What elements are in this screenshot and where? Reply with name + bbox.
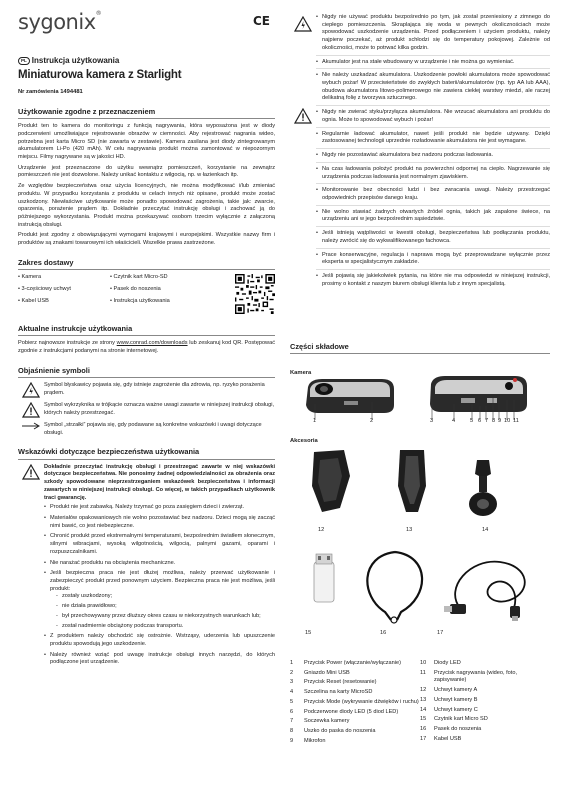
- callout-number: 14: [482, 527, 489, 533]
- list-item: 10 Diody LED: [420, 660, 461, 666]
- callout-number: 13: [406, 527, 413, 533]
- list-item: - był przechowywany przez dłuższy okres czasu w niekorzystnych warunkach lub;: [56, 613, 275, 621]
- safety-heading: Wskazówki dotyczące bezpieczeństwa użytkowania: [18, 447, 275, 459]
- list-item: • Prace konserwacyjne, regulacja i naprawa mogą być przeprowadzane wyłącznie przez eksperta w specjalistycznym zakładzie.: [316, 252, 550, 270]
- list-item: • Czytnik kart Micro-SD: [110, 274, 220, 282]
- callout-number: 15: [305, 630, 312, 636]
- parts-list-right: [420, 660, 545, 747]
- language-badge: PL: [18, 57, 30, 65]
- list-item: 1 Przycisk Power (włączanie/wyłączanie): [290, 660, 401, 666]
- usb-cable-image: [440, 548, 540, 628]
- parts-heading: Części składowe: [290, 342, 550, 354]
- download-link[interactable]: www.conrad.com/downloads: [116, 340, 188, 347]
- list-item: • Jeśli istnieją wątpliwości w kwestii obsługi, bezpieczeństwa lub podłączania produktu, należy zwrócić się do wykwalifikowanego fachowca.: [316, 230, 550, 248]
- intended-use-p2: Urządzenie jest przeznaczone do użytku wewnątrz pomieszczeń, korzystanie na zewnątrz pomieszczeń nie jest dozwolone. Należy unikać kontaktu z wilgocią, np. w łazienkach itp.: [18, 164, 275, 179]
- list-item: 2 Gniazdo Mini USB: [290, 669, 350, 676]
- list-item: 8 Uszko do paska do noszenia: [290, 728, 376, 735]
- list-item: • Instrukcja użytkowania: [110, 298, 220, 306]
- right-column: [290, 14, 550, 293]
- list-item: • Należy również wziąć pod uwagę instrukcje obsługi innych narzędzi, do których podłączone jest urządzenie.: [44, 652, 275, 667]
- list-item: 12 Uchwyt kamery A: [420, 687, 478, 694]
- list-item: - został nadmiernie obciążony podczas transportu.: [56, 623, 275, 631]
- callout-number: 3: [430, 418, 434, 424]
- lightning-warning-icon: [294, 16, 312, 36]
- intended-use-p3: Ze względów bezpieczeństwa oraz użycia licencyjnych, nie można modyfikować i/lub zmieniać produktu. W przypadku korzystania z produktu w celach innych niż opisane, produkt może zostać uszkodzony. Niewłaściwe użytkowanie może ponadto spowodować zagrożenia, takie jak: zwarcie, oparzenia, porażenie prądem itp. Dokładnie przeczytać instrukcję obsługi i zachować ją do późniejszego wykorzystania. Produkt można przekazywać osobom trzecim wyłącznie z załączoną instrukcją obsługi.: [18, 183, 275, 228]
- list-item: • Materiałów opakowaniowych nie wolno pozostawiać bez nadzoru. Dzieci mogą się zacząć nimi bawić, co jest niebezpieczne.: [44, 515, 275, 530]
- exclamation-warning-icon: [18, 464, 44, 503]
- list-item: • Jeśli bezpieczna praca nie jest dłużej możliwa, należy przerwać użytkowanie i zabezpieczyć produkt przed ponownym użyciem. Bezpieczna praca nie jest możliwa, jeśli produkt: - zostały uszkodzony; - nie działa prawidłowo; - był przechowywany przez dłuższy okres czasu w niekorzystnych warunkach lub; - został nadmiernie obciążony podczas transportu.: [44, 570, 275, 630]
- list-item: 14 Uchwyt kamery C: [420, 706, 478, 713]
- list-item: • Nie należy uszkadzać akumulatora. Uszkodzenie powłoki akumulatora może spowodować wybuch pożar! W przeciwieństwie do zwykłych baterii/akumulatorów (np. typ AA lub AAA), obudowa akumulatora litowo-polimerowego nie zawiera ciekłej warstwy miedzi, ale raczej delikatną folię z tworzywa sztucznego.: [316, 72, 550, 106]
- callout-number: 17: [437, 630, 444, 636]
- callout-number: 11: [513, 418, 519, 424]
- list-item: • Chronić produkt przed ekstremalnymi temperaturami, bezpośrednim światłem słonecznym, silnymi wibracjami, wysoką wilgotnością, wilgocią, palnymi gazami, oparami i rozpuszczalnikami.: [44, 533, 275, 556]
- list-item: - zostały uszkodzony;: [56, 593, 275, 601]
- intended-use-p1: Produkt ten to kamera do monitoringu z funkcją nagrywania, która wyposażona jest w diody podczerwieni umożliwiające rejestrowanie obrazów w ciemności. Aby rejestrować nagrania wideo, potrzebna jest karta Micro SD (nie zawarta w zestawie). Kamera zasilana jest diody zintegrowanym akumulatorem Li-Po (420 mAh). W celu nagrywania produkt można zamontować w niepozornym miejscu. Filmy nagrywane są w jakości HD.: [18, 123, 275, 160]
- list-item: • Nigdy nie używać produktu bezpośrednio po tym, jak został przeniesiony z zimnego do ciepłego pomieszczenia. Skraplająca się woda w pewnych okolicznościach może spowodować uszkodzenie urządzenia. Przed podłączeniem i użyciem produktu, należy najpierw poczekać, aż produkt schłodzi się do temperatury pokojowej. Zależnie od okoliczności, może to potrwać kilka godzin.: [316, 14, 550, 56]
- camera-label: Kamera: [290, 370, 312, 377]
- list-item: • Nigdy nie zwierać styku/przyłącza akumulatora. Nie wrzucać akumulatora ani produktu do ognia. Może to spowodować wybuch i pożar!: [316, 109, 550, 127]
- list-item: • Monitorowanie bez obecności ludzi i bez zwracania uwagi. Należy przestrzegać odpowiednich przepisów danego kraju.: [316, 187, 550, 205]
- list-item: 7 Soczewka kamery: [290, 718, 350, 725]
- callout-number: 2: [370, 418, 374, 424]
- list-item: 5 Przycisk Mode (wykrywanie dźwięków i ruchu): [290, 698, 419, 705]
- symbol-row: Symbol „strzałki” pojawia się, gdy podawane są konkretne wskazówki i uwagi dotyczące obsługi.: [18, 422, 275, 437]
- callout-number: 16: [380, 630, 387, 636]
- parts-list-left: [290, 660, 420, 747]
- list-item: • Nigdy nie pozostawiać akumulatora bez nadzoru podczas ładowania.: [316, 152, 550, 163]
- order-number: Nr zamówienia 1494481: [18, 88, 83, 95]
- safety-list: [44, 504, 275, 667]
- list-item: • Jeśli pojawią się jakiekolwiek pytania, na które nie ma odpowiedzi w niniejszej instrukcji, prosimy o kontakt z naszym biurem obsługi klienta lub z innym specjalistą.: [316, 273, 550, 290]
- list-item: • Akumulator jest na stałe wbudowany w urządzenie i nie można go wymieniać.: [316, 59, 550, 70]
- list-item: • Regularnie ładować akumulator, nawet jeśli produkt nie będzie używany. Dzięki zastosowanej technologii uprzednie rozładowanie akumulatora nie jest wymagane.: [316, 131, 550, 149]
- list-item: • Nie wolno stawiać żadnych otwartych źródeł ognia, takich jak zapalone świece, na urządzeniu ani w jego bezpośrednim sąsiedztwie.: [316, 209, 550, 227]
- holder-b-image: [388, 446, 436, 518]
- list-item: • Produkt nie jest zabawką. Należy trzymać go poza zasięgiem dzieci i zwierząt.: [44, 504, 275, 512]
- callout-number: 6: [478, 418, 482, 424]
- list-item: • Nie narażać produktu na obciążenia mechaniczne.: [44, 560, 275, 568]
- intended-use-p4: Produkt jest zgodny z obowiązującymi wymogami krajowymi i europejskimi. Wszystkie nazwy firm i produktów są znakami towarowymi ich właścicieli. Wszelkie prawa zastrzeżone.: [18, 232, 275, 247]
- accessories-label: Akcesoria: [290, 438, 318, 444]
- list-item: 9 Mikrofon: [290, 737, 326, 744]
- symbols-heading: Objaśnienie symboli: [18, 366, 275, 378]
- brand-logo: sygonix®: [18, 10, 102, 34]
- callout-number: 4: [452, 418, 456, 424]
- callout-number: 10: [504, 418, 511, 424]
- list-item: 3 Przycisk Reset (resetowanie): [290, 679, 377, 686]
- instruction-heading: PL Instrukcja użytkowania: [18, 55, 275, 66]
- safety-intro: Dokładnie przeczytać instrukcję obsługi i przestrzegać zawarte w niej wskazówki dotyczące bezpieczeństwa. Nie ponosimy żadnej odpowiedzialności za obrażenia oraz szkody spowodowane nieprzestrzeganiem wskazówek bezpieczeństwa i informacji zawartych w niniejszej instrukcji obsługi. Co więcej, w takich przypadkach użytkownik traci gwarancję.: [18, 464, 275, 503]
- card-reader-image: [300, 552, 350, 620]
- list-item: • 3-częściowy uchwyt: [18, 286, 110, 294]
- list-item: 11 Przycisk nagrywania (wideo, foto, zapisywanie): [420, 669, 518, 684]
- callout-number: 5: [470, 418, 474, 424]
- list-item: 13 Uchwyt kamery B: [420, 696, 478, 703]
- lightning-warning-icon: [18, 382, 44, 398]
- list-item: - nie działa prawidłowo;: [56, 603, 275, 611]
- list-item: • Kabel USB: [18, 298, 110, 306]
- ce-mark: CE: [253, 14, 271, 28]
- qr-code[interactable]: [235, 274, 275, 314]
- callout-number: 12: [318, 527, 325, 533]
- intended-use-heading: Użytkowanie zgodne z przeznaczeniem: [18, 107, 275, 119]
- right-safety-block: [290, 14, 550, 290]
- battery-safety-list: [316, 14, 550, 290]
- parts-legend: [290, 660, 550, 747]
- symbol-row: Symbol wykrzyknika w trójkącie oznacza ważne uwagi zawarte w niniejszej instrukcji obsługi, których należy przestrzegać.: [18, 402, 275, 418]
- updates-heading: Aktualne instrukcje użytkowania: [18, 324, 275, 336]
- list-item: • Z produktem należy obchodzić się ostrożnie. Wstrząsy, uderzenia lub upuszczenie produktu spowodują jego uszkodzenie.: [44, 633, 275, 648]
- callout-number: 8: [492, 418, 496, 424]
- list-item: 6 Podczerwone diody LED (5 diod LED): [290, 708, 399, 715]
- list-item: 17 Kabel USB: [420, 735, 462, 742]
- page-title: Miniaturowa kamera z Starlight: [18, 69, 182, 82]
- list-item: • Kamera: [18, 274, 110, 282]
- updates-text: Pobierz najnowsze instrukcje ze strony www.conrad.com/downloads lub zeskanuj kod QR. Postępować zgodnie z instrukcjami podanymi na stronie internetowej.: [18, 340, 276, 355]
- list-item: 4 Szczelina na karty MicroSD: [290, 689, 373, 696]
- list-item: 16 Pasek do noszenia: [420, 726, 482, 733]
- list-item: 15 Czytnik kart Micro SD: [420, 716, 488, 723]
- holder-c-image: [463, 456, 503, 520]
- symbol-row: Symbol błyskawicy pojawia się, gdy istnieje zagrożenie dla zdrowia, np. ryzyko porażenia prądem.: [18, 382, 275, 398]
- arrow-icon: [18, 422, 44, 430]
- exclamation-warning-icon: [294, 108, 312, 128]
- callout-number: 9: [498, 418, 502, 424]
- holder-a-image: [300, 446, 360, 518]
- sub-list: [56, 593, 275, 630]
- list-item: • Pasek do noszenia: [110, 286, 220, 294]
- callout-number: 7: [485, 418, 489, 424]
- callout-number: 1: [313, 418, 317, 424]
- left-column: [18, 55, 275, 670]
- exclamation-warning-icon: [18, 402, 44, 418]
- delivery-heading: Zakres dostawy: [18, 258, 275, 270]
- lanyard-image: [355, 546, 435, 626]
- delivery-list: [18, 274, 275, 314]
- list-item: • Na czas ładowania położyć produkt na powierzchni odpornej na ciepło. Nagrzewanie się urządzenia podczas ładowania jest normalnym zjawiskiem.: [316, 166, 550, 184]
